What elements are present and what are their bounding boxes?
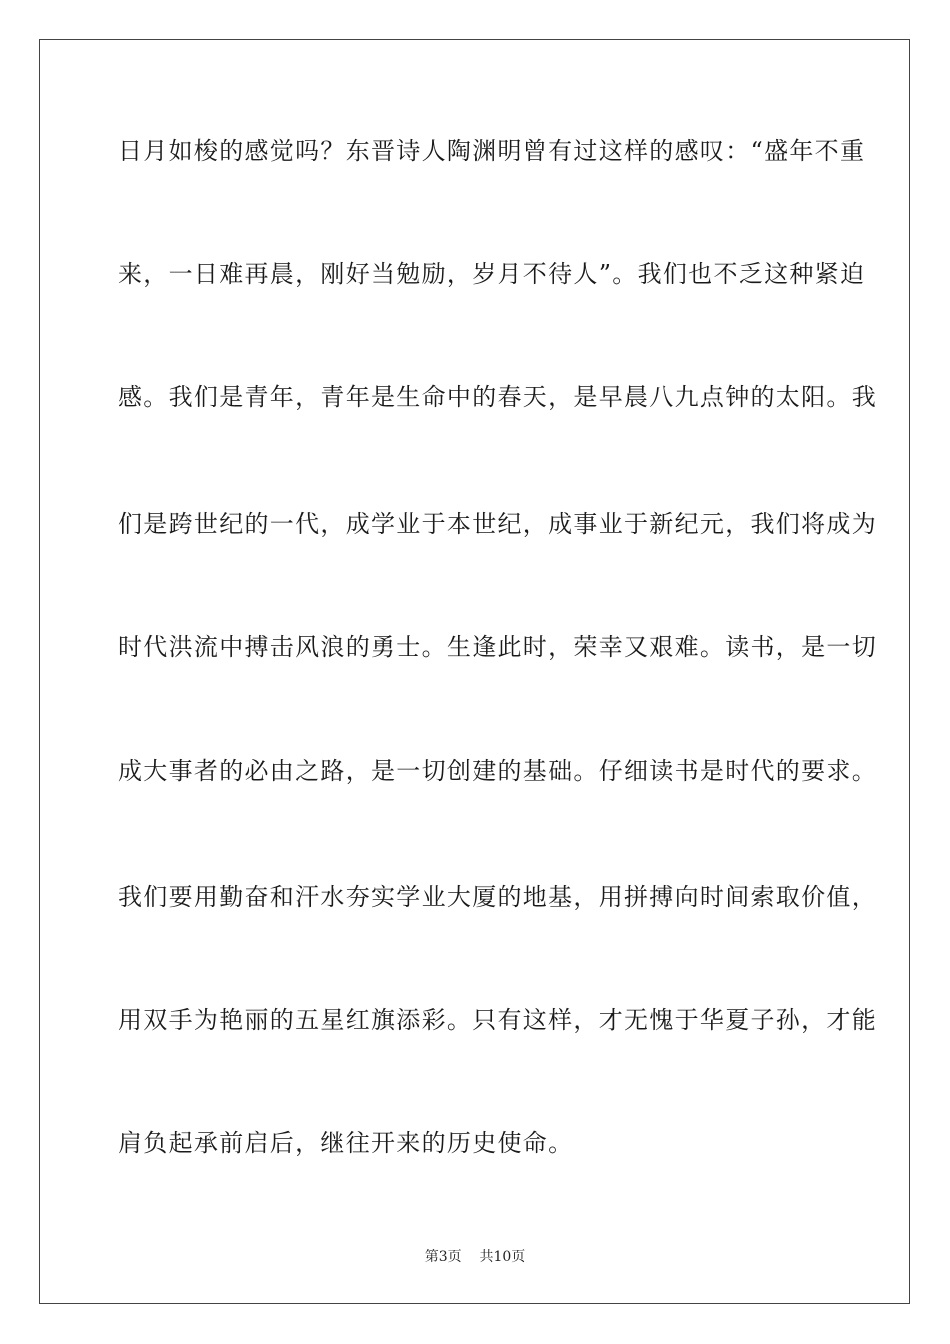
paragraph-line: 日月如梭的感觉吗？东晋诗人陶渊明曾有过这样的感叹：“盛年不重	[118, 137, 866, 165]
page-total: 共10页	[479, 1249, 526, 1265]
page-footer	[0, 1247, 950, 1267]
paragraph-line: 时代洪流中搏击风浪的勇士。生逢此时，荣幸又艰难。读书，是一切	[118, 633, 877, 661]
paragraph-line: 成大事者的必由之路，是一切创建的基础。仔细读书是时代的要求。	[118, 757, 877, 785]
paragraph-line: 肩负起承前启后，继往开来的历史使命。	[118, 1129, 574, 1157]
footer-spacer	[462, 1249, 480, 1265]
paragraph-line: 们是跨世纪的一代，成学业于本世纪，成事业于新纪元，我们将成为	[118, 510, 877, 538]
page-border	[39, 39, 910, 1304]
paragraph-line: 用双手为艳丽的五星红旗添彩。只有这样，才无愧于华夏子孙，才能	[118, 1006, 877, 1034]
paragraph-line: 我们要用勤奋和汗水夯实学业大厦的地基，用拼搏向时间索取价值，	[118, 883, 877, 911]
paragraph-line: 感。我们是青年，青年是生命中的春天，是早晨八九点钟的太阳。我	[118, 383, 877, 411]
paragraph-line: 来，一日难再晨，刚好当勉励，岁月不待人”。我们也不乏这种紧迫	[118, 260, 866, 288]
page-number: 第3页	[424, 1249, 462, 1265]
